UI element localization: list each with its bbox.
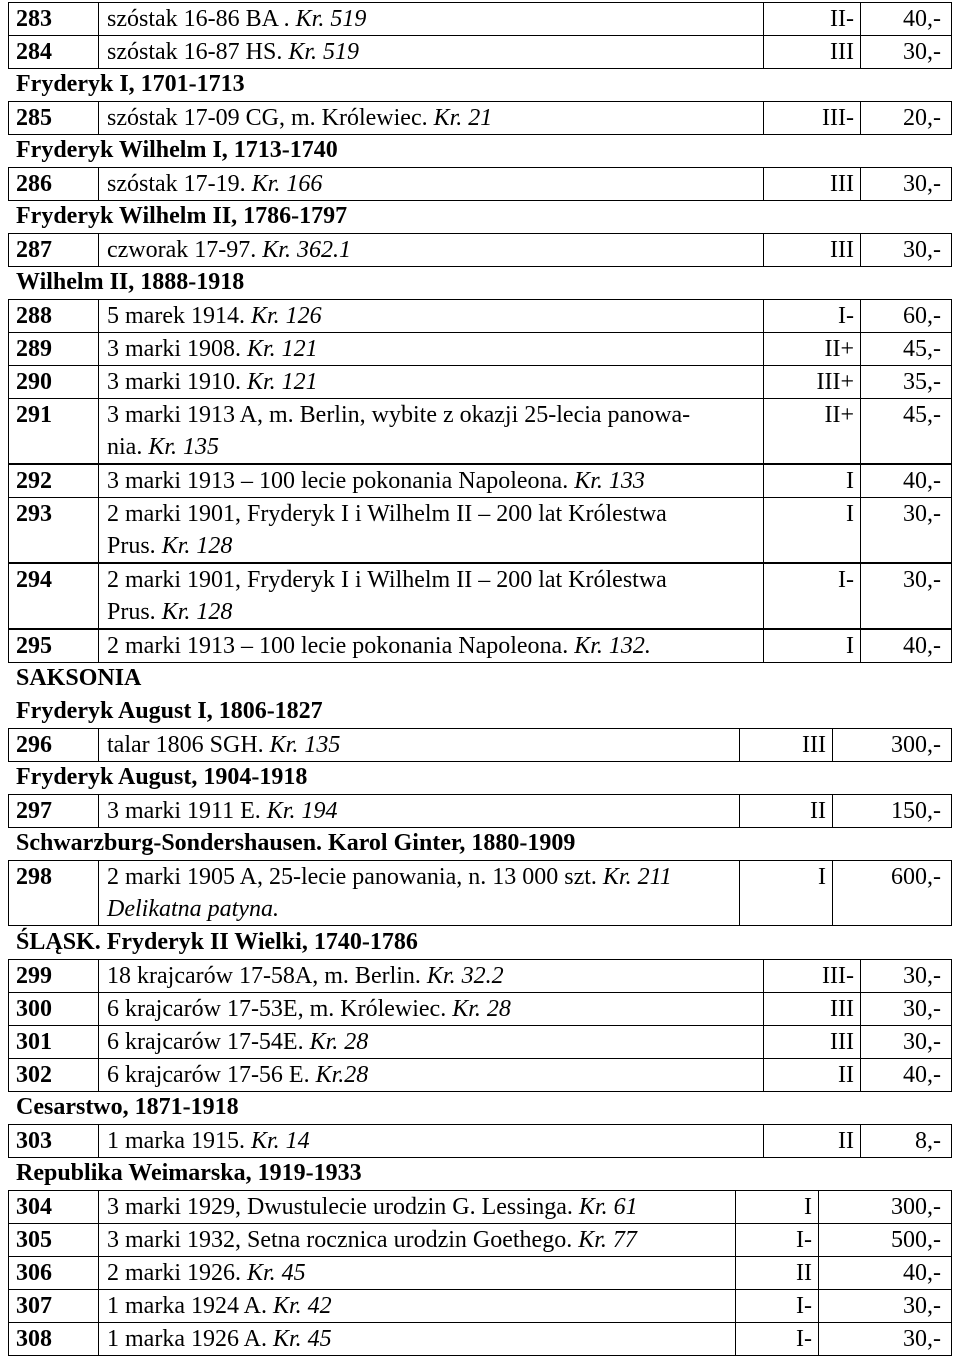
lot-grade: II+: [764, 333, 861, 366]
section-heading: Fryderyk August I, 1806-1827: [16, 698, 323, 724]
lot-number: 305: [9, 1224, 99, 1257]
description-line: 3 marki 1913 – 100 lecie pokonania Napoleona. Kr. 133: [107, 468, 645, 494]
lot-price: 30,-: [861, 564, 952, 629]
lot-number: 300: [9, 993, 99, 1026]
lot-number: 297: [9, 795, 99, 828]
lot-description: [99, 1290, 736, 1323]
lot-grade: III-: [764, 960, 861, 993]
lot-description: [99, 1191, 736, 1224]
table-row: [9, 366, 952, 399]
lot-price: 45,-: [861, 399, 952, 464]
catalog-reference: Kr. 77: [578, 1227, 637, 1253]
lot-price: 30,-: [861, 1026, 952, 1059]
lot-price: 500,-: [819, 1224, 952, 1257]
lot-row: [8, 992, 952, 1026]
table-row: [9, 36, 952, 69]
lot-price: 40,-: [819, 1257, 952, 1290]
lot-description: [99, 498, 764, 563]
table-row: [9, 1224, 952, 1257]
section-heading: SAKSONIA: [16, 665, 142, 691]
description-line: szóstak 17-19. Kr. 166: [107, 171, 323, 197]
section-heading: Republika Weimarska, 1919-1933: [16, 1160, 362, 1186]
lot-grade: II: [736, 1257, 819, 1290]
description-line: 2 marki 1926. Kr. 45: [107, 1260, 306, 1286]
lot-grade: III: [764, 234, 861, 267]
section-heading: ŚLĄSK. Fryderyk II Wielki, 1740-1786: [16, 929, 418, 955]
lot-row: [8, 365, 952, 399]
lot-grade: I-: [764, 564, 861, 629]
table-row: [9, 102, 952, 135]
lot-grade: I: [740, 861, 833, 926]
table-row: [9, 960, 952, 993]
lot-number: 303: [9, 1125, 99, 1158]
catalog-reference: Kr. 21: [433, 105, 493, 131]
description-line: szóstak 16-86 BA . Kr. 519: [107, 6, 367, 32]
catalog-reference: Kr. 45: [246, 1260, 306, 1286]
lot-price: 300,-: [833, 729, 952, 762]
lot-row: [8, 794, 952, 828]
table-row: [9, 465, 952, 498]
lot-description: [99, 333, 764, 366]
catalog-reference: Kr. 45: [272, 1326, 332, 1352]
lot-description: [99, 564, 764, 629]
lot-grade: I: [736, 1191, 819, 1224]
lot-description: [99, 465, 764, 498]
lot-row: [8, 167, 952, 201]
lot-price: 30,-: [861, 36, 952, 69]
lot-price: 40,-: [861, 630, 952, 663]
lot-description: [99, 729, 740, 762]
description-line: 2 marki 1905 A, 25-lecie panowania, n. 13 000 szt. Kr. 211: [107, 864, 672, 890]
table-row: [9, 630, 952, 663]
lot-row: [8, 1025, 952, 1059]
lot-description: [99, 102, 764, 135]
description-line: 1 marka 1915. Kr. 14: [107, 1128, 310, 1154]
lot-number: 288: [9, 300, 99, 333]
description-line: 6 krajcarów 17-54E. Kr. 28: [107, 1029, 369, 1055]
description-line: 3 marki 1908. Kr. 121: [107, 336, 318, 362]
description-line: talar 1806 SGH. Kr. 135: [107, 732, 341, 758]
lot-price: 40,-: [861, 1059, 952, 1092]
lot-description: [99, 399, 764, 464]
lot-description: [99, 1026, 764, 1059]
lot-number: 307: [9, 1290, 99, 1323]
lot-description: [99, 300, 764, 333]
section-heading: Fryderyk August, 1904-1918: [16, 764, 308, 790]
lot-description: [99, 234, 764, 267]
catalog-reference: Kr. 211: [602, 864, 672, 890]
description-line: szóstak 17-09 CG, m. Królewiec. Kr. 21: [107, 105, 493, 131]
lot-row: [8, 1058, 952, 1092]
lot-number: 296: [9, 729, 99, 762]
lot-number: 308: [9, 1323, 99, 1356]
lot-note: Delikatna patyna.: [107, 896, 279, 922]
lot-price: 30,-: [861, 168, 952, 201]
lot-number: 306: [9, 1257, 99, 1290]
table-row: [9, 729, 952, 762]
lot-number: 294: [9, 564, 99, 629]
lot-number: 304: [9, 1191, 99, 1224]
description-line: 1 marka 1926 A. Kr. 45: [107, 1326, 332, 1352]
lot-price: 30,-: [861, 960, 952, 993]
table-row: [9, 1257, 952, 1290]
lot-number: 284: [9, 36, 99, 69]
catalog-reference: Kr. 28: [452, 996, 511, 1022]
section-heading: Fryderyk I, 1701-1713: [16, 71, 245, 97]
catalog-reference: Kr. 194: [266, 798, 338, 824]
catalog-reference: Kr. 519: [288, 39, 360, 65]
catalog-reference: Kr. 132.: [574, 633, 651, 659]
lot-number: 286: [9, 168, 99, 201]
lot-row: [8, 728, 952, 762]
catalog-reference: Kr. 519: [295, 6, 367, 32]
lot-number: 287: [9, 234, 99, 267]
catalog-reference: Kr. 28: [309, 1029, 369, 1055]
lot-description: [99, 960, 764, 993]
description-line: 1 marka 1924 A. Kr. 42: [107, 1293, 332, 1319]
lot-number: 292: [9, 465, 99, 498]
description-line: 3 marki 1910. Kr. 121: [107, 369, 318, 395]
catalog-reference: Kr. 166: [251, 171, 323, 197]
lot-description: [99, 168, 764, 201]
lot-price: 40,-: [861, 465, 952, 498]
lot-number: 290: [9, 366, 99, 399]
lot-number: 301: [9, 1026, 99, 1059]
lot-row: [8, 1124, 952, 1158]
lot-row: [8, 1289, 952, 1323]
description-line: 3 marki 1932, Setna rocznica urodzin Goethego. Kr. 77: [107, 1227, 637, 1253]
lot-row: [8, 1256, 952, 1290]
catalog-reference: Kr. 121: [246, 369, 318, 395]
lot-number: 295: [9, 630, 99, 663]
lot-row: [8, 563, 952, 629]
lot-description: [99, 3, 764, 36]
description-line: 6 krajcarów 17-56 E. Kr.28: [107, 1062, 369, 1088]
lot-row: [8, 959, 952, 993]
table-row: [9, 300, 952, 333]
lot-row: [8, 35, 952, 69]
lot-description: [99, 1125, 764, 1158]
description-line: 2 marki 1913 – 100 lecie pokonania Napoleona. Kr. 132.: [107, 633, 651, 659]
lot-grade: III: [764, 36, 861, 69]
lot-price: 60,-: [861, 300, 952, 333]
lot-row: [8, 1322, 952, 1356]
catalog-reference: Kr.28: [315, 1062, 369, 1088]
table-row: [9, 861, 952, 926]
lot-price: 30,-: [861, 234, 952, 267]
lot-price: 40,-: [861, 3, 952, 36]
lot-grade: I: [764, 498, 861, 563]
lot-row: [8, 1223, 952, 1257]
lot-price: 45,-: [861, 333, 952, 366]
lot-price: 30,-: [861, 993, 952, 1026]
catalog-reference: Kr. 362.1: [262, 237, 351, 263]
section-heading: Cesarstwo, 1871-1918: [16, 1094, 239, 1120]
description-line: 3 marki 1929, Dwustulecie urodzin G. Lessinga. Kr. 61: [107, 1194, 638, 1220]
lot-row: [8, 629, 952, 663]
lot-row: [8, 398, 952, 464]
lot-row: [8, 860, 952, 926]
lot-description: [99, 1323, 736, 1356]
lot-number: 302: [9, 1059, 99, 1092]
description-line: 2 marki 1901, Fryderyk I i Wilhelm II – 200 lat Królestwa: [107, 501, 667, 527]
lot-price: 30,-: [861, 498, 952, 563]
lot-price: 30,-: [819, 1323, 952, 1356]
lot-grade: I-: [736, 1323, 819, 1356]
lot-description: [99, 993, 764, 1026]
lot-price: 300,-: [819, 1191, 952, 1224]
table-row: [9, 1323, 952, 1356]
description-line: 6 krajcarów 17-53E, m. Królewiec. Kr. 28: [107, 996, 511, 1022]
section-heading: Fryderyk Wilhelm II, 1786-1797: [16, 203, 348, 229]
description-line: [107, 893, 739, 925]
table-row: [9, 564, 952, 629]
description-line: 5 marek 1914. Kr. 126: [107, 303, 322, 329]
description-line: czworak 17-97. Kr. 362.1: [107, 237, 351, 263]
lot-row: [8, 101, 952, 135]
catalog-reference: Kr. 14: [250, 1128, 310, 1154]
section-heading: Wilhelm II, 1888-1918: [16, 269, 245, 295]
lot-number: 283: [9, 3, 99, 36]
table-row: [9, 333, 952, 366]
table-row: [9, 1125, 952, 1158]
description-line: 2 marki 1901, Fryderyk I i Wilhelm II – 200 lat Królestwa: [107, 567, 667, 593]
description-line: 18 krajcarów 17-58A, m. Berlin. Kr. 32.2: [107, 963, 504, 989]
lot-grade: II: [764, 1059, 861, 1092]
lot-description: [99, 1224, 736, 1257]
lot-description: [99, 366, 764, 399]
lot-number: 289: [9, 333, 99, 366]
lot-grade: I: [764, 465, 861, 498]
catalog-reference: Kr. 135: [269, 732, 341, 758]
catalog-reference: Kr. 133: [574, 468, 645, 494]
lot-row: [8, 299, 952, 333]
description-line: Prus. Kr. 128: [107, 533, 233, 559]
table-row: [9, 1059, 952, 1092]
lot-description: [99, 1257, 736, 1290]
lot-grade: II: [740, 795, 833, 828]
table-row: [9, 795, 952, 828]
lot-row: [8, 332, 952, 366]
lot-grade: II-: [764, 3, 861, 36]
table-row: [9, 498, 952, 563]
lot-grade: III-: [764, 102, 861, 135]
lot-description: [99, 861, 740, 926]
description-line: nia. Kr. 135: [107, 434, 220, 460]
lot-grade: II+: [764, 399, 861, 464]
lot-number: 299: [9, 960, 99, 993]
lot-grade: III: [764, 993, 861, 1026]
lot-grade: I-: [764, 300, 861, 333]
catalog-reference: Kr. 128: [161, 533, 233, 559]
lot-description: [99, 1059, 764, 1092]
table-row: [9, 3, 952, 36]
description-line: 3 marki 1911 E. Kr. 194: [107, 798, 338, 824]
section-heading: Schwarzburg-Sondershausen. Karol Ginter, 1880-1909: [16, 830, 576, 856]
section-heading: Fryderyk Wilhelm I, 1713-1740: [16, 137, 338, 163]
lot-price: 30,-: [819, 1290, 952, 1323]
catalog-reference: Kr. 128: [161, 599, 233, 625]
lot-row: [8, 233, 952, 267]
description-line: 3 marki 1913 A, m. Berlin, wybite z okazji 25-lecia panowa-: [107, 402, 691, 428]
table-row: [9, 234, 952, 267]
lot-row: [8, 2, 952, 36]
lot-grade: I-: [736, 1224, 819, 1257]
description-line: szóstak 16-87 HS. Kr. 519: [107, 39, 360, 65]
catalog-reference: Kr. 42: [272, 1293, 332, 1319]
lot-grade: III: [764, 168, 861, 201]
table-row: [9, 399, 952, 464]
lot-description: [99, 630, 764, 663]
lot-price: 150,-: [833, 795, 952, 828]
lot-grade: I-: [736, 1290, 819, 1323]
lot-description: [99, 795, 740, 828]
lot-price: 35,-: [861, 366, 952, 399]
lot-price: 20,-: [861, 102, 952, 135]
catalog-reference: Kr. 121: [246, 336, 318, 362]
lot-description: [99, 36, 764, 69]
table-row: [9, 993, 952, 1026]
lot-grade: III+: [764, 366, 861, 399]
table-row: [9, 1290, 952, 1323]
catalog-reference: Kr. 135: [148, 434, 220, 460]
lot-grade: III: [764, 1026, 861, 1059]
catalog-reference: Kr. 61: [578, 1194, 638, 1220]
lot-number: 298: [9, 861, 99, 926]
description-line: Prus. Kr. 128: [107, 599, 233, 625]
table-row: [9, 1191, 952, 1224]
lot-price: 600,-: [833, 861, 952, 926]
lot-grade: II: [764, 1125, 861, 1158]
lot-row: [8, 464, 952, 498]
lot-number: 291: [9, 399, 99, 464]
lot-number: 293: [9, 498, 99, 563]
lot-row: [8, 497, 952, 563]
table-row: [9, 168, 952, 201]
lot-price: 8,-: [861, 1125, 952, 1158]
catalog-reference: Kr. 32.2: [426, 963, 504, 989]
lot-row: [8, 1190, 952, 1224]
lot-number: 285: [9, 102, 99, 135]
lot-grade: III: [740, 729, 833, 762]
table-row: [9, 1026, 952, 1059]
catalog-reference: Kr. 126: [250, 303, 322, 329]
lot-grade: I: [764, 630, 861, 663]
